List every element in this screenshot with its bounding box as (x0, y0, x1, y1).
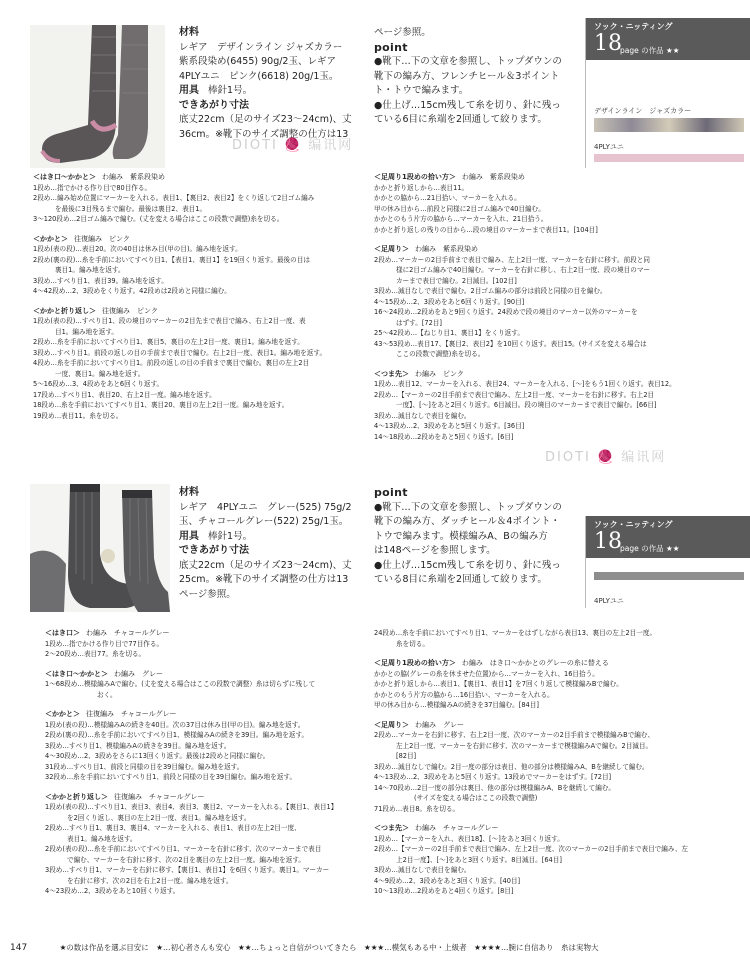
section-cuff-heel (33, 172, 373, 225)
instruction-line: 2段め…編み始め位置にマーカーを入れる。表目1、【裏目2、表目2】をくり返して2目ゴム編み (33, 194, 315, 202)
yarn-label: 4PLYユニ (594, 143, 624, 151)
instruction-line: 左上2目一度、マーカーを右針に移す、次のマーカーまで模様編みAで編む。2目減目。 (396, 741, 653, 750)
yarn-sample (594, 118, 744, 132)
size-line: 底丈22cm（足のサイズ23～24cm)、丈 (179, 559, 352, 571)
reference-box-1 (585, 18, 750, 168)
section-heading: ＜はき口～かかと＞ (45, 669, 108, 678)
section-heading: ＜かかと＞ (45, 710, 80, 718)
materials-line: 玉、チャコールグレー(522) 25g/1玉。 (179, 516, 349, 527)
section-subheading: 往復編み ピンク (102, 306, 158, 315)
reference-header (586, 18, 750, 60)
instructions-left-1 (33, 172, 373, 421)
instruction-line: 4～30段め…2、3段めをさらに13回くり返す。最後は2段めと同様に編む。 (45, 752, 270, 760)
tools-value: 棒針1号。 (208, 530, 253, 542)
point-line: 靴下の編み方、ダッチヒール＆4ポイント・ (374, 516, 560, 527)
tools-label: 用具 (179, 530, 199, 542)
instruction-line: 1段め…指でかける作り目で80目作る。 (33, 183, 152, 192)
section-subheading: わ編み チャコールグレー (415, 824, 499, 832)
section-subheading: わ編み チャコールグレー (86, 629, 170, 637)
point-line: ている6目に糸端を2回通して絞ります。 (374, 114, 547, 125)
point-line: ●靴下…下の文章を参照し、トップダウンの (374, 56, 562, 67)
section-heel (45, 709, 375, 783)
instruction-line: 3～120段め…2目ゴム編みで編む。(丈を変える場合はここの段数で調整)糸を切る。 (33, 215, 284, 223)
sock-photo-1 (30, 25, 165, 168)
instruction-line: 43～53段め…表目17、【裏目2、表目2】を10回くり返す。表目15。(サイズを変える場合は (374, 339, 647, 348)
instruction-line: [82目] (396, 752, 417, 760)
size-line: 25cm。※靴下のサイズ調整の仕方は13 (179, 574, 349, 585)
section-heading: ＜足周り＞ (374, 720, 409, 729)
instruction-line: を2回くり返し、裏目の左上2目一度、表目1。編み地を返す。 (67, 813, 251, 822)
difficulty-legend: ★の数は作品を選ぶ目安に ★…初心者さんも安心 ★★…ちょっと自信がついてきたら ★★★…模気もある中・上級者 ★★★★…腕に自信あり 糸は実物大 (59, 943, 599, 952)
instruction-line: 3段め…すべり目1。前段の返しの目の手前まで表目で編む。右上2目一度、表目1。編み地を返す。 (33, 348, 327, 357)
instruction-line: 14～70段め…2目一度の部分は裏目、他の部分は模様編みA、Bを継続して編む。 (374, 783, 616, 792)
instruction-line: 甲の休み目から…前段と同様に2目ゴム編みで40目編む。 (374, 204, 545, 213)
section-subheading: わ編み はき口～かかとのグレーの糸に替える (461, 659, 609, 667)
instruction-line: かかとの脇から…21目拾い、マーカーを入れる。 (374, 194, 521, 202)
point-title: point (374, 486, 408, 499)
instruction-line: 1～68段め…模様編みAで編む。(丈を変える場合はここの段数で調整）糸は切らずに残して (45, 680, 316, 688)
instruction-line: カーまで表目で編む。2目減目。[102目] (396, 276, 517, 285)
point-pre: ページ参照。 (374, 27, 431, 38)
reference-number: 18 (594, 31, 622, 56)
instruction-line: 1段め(表の段)…表目20。次の40目は休み目(甲の目)。編み地を返す。 (33, 245, 242, 253)
point-line: ている8目に糸端を2回通して絞ります。 (374, 574, 547, 585)
reference-header (586, 516, 750, 558)
instruction-line: 1段め(表の段)…すべり目1、段の境目のマーカーの2目先まで表目で編み、右上2目一度、表 (33, 317, 306, 325)
page-number: 147 (10, 943, 28, 953)
size-title: できあがり寸法 (179, 99, 249, 111)
instruction-line: おく。 (97, 690, 117, 699)
section-foot (374, 720, 704, 815)
instruction-line: 2段め(表の段)…糸を手前においてすべり目1、マーカーを右針に移す、次のマーカーまで表目 (45, 845, 322, 853)
instruction-line: 4～13段め…2、3段めをあと5回くり返す。[36目] (374, 422, 525, 430)
instruction-line: (サイズを変える場合はここの段数で調整) (414, 794, 538, 802)
instruction-line: 5～16段め…3、4段めをあと6回くり返す。 (33, 380, 164, 388)
tools-label: 用具 (179, 85, 199, 96)
instruction-line: 4～13段め…2、3段めをあと5回くり返す。13段めでマーカーをはずす。[72目] (374, 773, 612, 781)
instruction-line: 一度】、[～]をあと2回くり返す。6目減目。段の境目のマーカーまで表目で編む。[66目] (396, 401, 657, 409)
watermark: DIOTI 🧶 编讯网 (545, 450, 667, 465)
section-foot-pickup (374, 658, 704, 711)
instruction-line: かかと折り返しから…表目1、【裏目1、表目1】を7回くり返して模様編みBで編む。 (374, 680, 623, 688)
materials-1 (179, 26, 375, 142)
reference-title: ソック・ニッティング (594, 520, 673, 529)
instruction-line: 71段め…表目8。糸を切る。 (374, 804, 460, 813)
instruction-line: 1段め…指でかける作り目で77目作る。 (45, 639, 164, 648)
instruction-line: 1段め(表の段)…模様編みAの続きを40目。次の37目は休み目(甲の目)。編み地を返す。 (45, 720, 305, 729)
instruction-line: 14～18段め…2段めをあと5回くり返す。[6目] (374, 432, 514, 441)
instruction-line: 2段め…すべり目1、裏目3、裏目4、マーカーを入れる、表目1、表目の左上2目一度、 (45, 824, 301, 832)
size-line: 底丈22cm（足のサイズ23～24cm)、丈 (179, 114, 352, 125)
yarn-label: 4PLYユニ (594, 597, 624, 605)
instruction-line: 2段め(裏の段)…糸を手前においてすべり目1、【表目1、裏目1】を19回くり返す。最後の目は (33, 255, 310, 264)
instruction-line: 3段め…すべり目1、マーカーを右針に移す、【裏目1、表目1】を6回くり返す。裏目1。マーカー (45, 866, 330, 874)
instruction-line: 3段め…減目なしで表目を編む。 (374, 411, 471, 420)
section-heading: ＜かかと折り返し＞ (33, 306, 96, 315)
instruction-line: 2段め…マーカーの2目手前まで表目で編み、左上2目一度、マーカーを右針に移す。前段と同 (374, 255, 650, 264)
instruction-line: 3段め…減目なしで表目を編む。 (374, 866, 471, 874)
instruction-line: 18段め…糸を手前においてすべり目1、裏目20、裏目の左上2目一度。編み地を返す。 (33, 401, 289, 409)
instruction-line: 2段め…マーカーを右針に移す、右上2目一度、次のマーカーの2目手前まで模様編みBで編む、 (374, 731, 655, 739)
instruction-line: 2段め…【マーカーの2目手前まで表目で編み、左上2目一度、次のマーカーの2目手前まで表目で編み、左 (374, 845, 689, 853)
instruction-line: 目1。編み地を返す。 (55, 327, 119, 336)
reference-page-text: page の作品 ★★ (620, 46, 680, 55)
size-line: 36cm。※靴下のサイズ調整の仕方は13 (179, 128, 349, 140)
materials-title: 材料 (179, 487, 199, 498)
instruction-line: 19段め…表目11。糸を切る。 (33, 411, 123, 420)
section-subheading: わ編み 紫系段染め (102, 173, 165, 181)
instruction-line: 24段め…糸を手前においてすべり目1、マーカーをはずしながら表目13、裏目の左上2目一度。 (374, 629, 657, 637)
reference-page-text: page の作品 ★★ (620, 544, 680, 553)
yarn-label: デザインライン ジャズカラー (594, 107, 692, 115)
instructions-right-1 (374, 172, 704, 442)
point-line: ●仕上げ…15cm残して糸を切り、針に残っ (374, 559, 561, 571)
materials-line: レギア 4PLYユニ グレー(525) 75g/2 (179, 501, 352, 513)
instruction-line: 32段め…糸を手前においてすべり目1、前段と同様の目を39目編む。編み地を返す。 (45, 773, 297, 781)
section-heading: ＜足周り1段めの拾い方＞ (374, 173, 456, 181)
instruction-line: 2段め(裏の段)…糸を手前においてすべり目1、模様編みAの続きを39目。編み地を返す。 (45, 731, 309, 739)
section-heading: ＜足周り＞ (374, 245, 409, 253)
section-subheading: わ編み ピンク (415, 369, 464, 378)
instructions-right-2 (374, 628, 704, 897)
size-line: ページ参照。 (179, 588, 236, 600)
instruction-line: 3段め…すべり目1、模様編みAの続きを39目。編み地を返す。 (45, 741, 231, 750)
materials-line: 4PLYユニ ピンク(6618) 20g/1玉。 (179, 70, 339, 82)
instruction-line: 様に2目ゴム編みで40目編む。マーカーを右針に移し、右上2目一度、段の境目のマー (396, 266, 651, 274)
section-foot (374, 244, 704, 360)
section-heading: ＜つま先＞ (374, 369, 409, 378)
instruction-line: かかとのもう片方の脇から…マーカーを入れ、21目拾う。 (374, 215, 548, 223)
tools-line (179, 530, 375, 545)
instruction-line: ここの段数で調整)糸を切る。 (396, 350, 485, 358)
instruction-line: 4段め…糸を手前においてすべり目1。前段の返しの目の手前まで裏目で編む。裏目の左上2目 (33, 359, 310, 367)
section-heading: ＜はき口＞ (45, 629, 80, 637)
instruction-line: 裏目1。編み地を返す。 (55, 266, 125, 274)
reference-box-2 (585, 516, 750, 608)
instruction-line: 2段め…糸を手前においてすべり目1、裏目5、裏目の左上2目一度、裏目1。編み地を返す。 (33, 338, 304, 346)
instruction-line: 4～42段め…2、3段めをくり返す。42段めは2段めと同様に編む。 (33, 287, 231, 295)
section-cuff (45, 628, 375, 660)
instruction-line: 16～24段め…2段めをあと9回くり返す。24段めで段の境目のマーカー以外のマーカーを (374, 308, 638, 316)
instruction-line: かかとの脇(グレーの糸を休ませた位置)から…マーカーを入れ、16目拾う。 (374, 669, 599, 678)
materials-2 (179, 486, 375, 602)
yarn-sample (594, 572, 744, 580)
section-subheading: 往復編み チャコールグレー (114, 792, 205, 801)
instruction-line: 甲の休み目から…模様編みAの続きを37目編む。[84目] (374, 701, 539, 709)
instruction-line: を最後に3目残るまで編む。最後は裏目2、表目1。 (55, 204, 207, 213)
instruction-line: 上2目一度】、[～]をあと3回くり返す。8目減目。[64目] (396, 855, 562, 864)
instruction-line: はずす。[72目] (396, 318, 442, 327)
instruction-line: かかと折り返しの残りの目から…段の境目のマーカーまで表目11。[104目] (374, 225, 598, 234)
point-title: point (374, 40, 408, 54)
section-heel (33, 234, 373, 297)
section-toe (374, 823, 704, 897)
instruction-line: 3段め…減目なしで編む。2目一度の部分は表目、他の部分は模様編みA、Bを継続して編む。 (374, 762, 649, 771)
point-line: トウで編みます。模様編みA、Bの編み方 (374, 530, 548, 542)
instruction-line: 2～20段め…表目77。糸を切る。 (45, 650, 146, 658)
instruction-line: 3段め…減目なしで表目で編む。2目ゴム編みの部分は前段と同様の目を編む。 (374, 287, 607, 295)
section-subheading: 往復編み チャコールグレー (86, 710, 177, 718)
section-heading: ＜かかと折り返し＞ (45, 792, 108, 801)
instruction-line: 1段め…表目12、マーカーを入れる、表目24、マーカーを入れる、[～]をもう1回くり返す。表目12。 (374, 380, 676, 388)
section-heel-turn (33, 306, 373, 422)
point-line: ●仕上げ…15cm残して糸を切り、針に残っ (374, 99, 561, 111)
sock-photo-2 (30, 484, 170, 612)
section-heading: ＜足周り1段めの拾い方＞ (374, 659, 456, 667)
instruction-line: 3段め…すべり目1、表目39。編み地を返す。 (33, 276, 168, 285)
instruction-line: 17段め…すべり目1、表目20、右上2目一度。編み地を返す。 (33, 390, 216, 399)
instruction-line: で編む、マーカーを右針に移す、次の2目を裏目の左上2目一度。編み地を返す。 (67, 855, 305, 864)
instruction-line: 表目1。編み地を返す。 (67, 834, 137, 843)
instructions-left-2 (45, 628, 375, 897)
page-footer (10, 942, 599, 953)
yarn-sample (594, 154, 744, 162)
section-subheading: わ編み グレー (415, 720, 464, 729)
instruction-line: 1段め(表の段)…すべり目1、表目3、表目4、表目3、裏目2、マーカーを入れる。【裏目1、表目1】 (45, 803, 338, 811)
instruction-line: 31段め…すべり目1、前段と同様の目を39目編む。編み地を返す。 (45, 762, 244, 771)
instruction-line: 25～42段め…【ねじり目1、裏目1】をくり返す。 (374, 329, 524, 337)
instruction-line: を右針に移す、次の2目を右上2目一度。編み地を返す。 (67, 876, 233, 885)
instruction-line: 4～23段め…2、3段めをあと10回くり返す。 (45, 887, 180, 895)
section-heel-turn-cont (374, 628, 704, 649)
instruction-line: かかとのもう片方の脇から…16目拾い、マーカーを入れる。 (374, 690, 554, 699)
point-line: 靴下の編み方、フレンチヒール＆3ポイント (374, 70, 560, 82)
reference-title: ソック・ニッティング (594, 22, 673, 31)
instruction-line: 4～15段め…2、3段めをあと6回くり返す。[90目] (374, 297, 525, 306)
instruction-line: 1段め…【マーカーを入れ、表目18】、[～]をあと3回くり返す。 (374, 834, 564, 843)
materials-line: レギア デザインライン ジャズカラー (179, 41, 343, 53)
tools-value: 棒針1号。 (208, 85, 253, 96)
section-subheading: わ編み グレー (114, 669, 163, 678)
point-1 (374, 26, 574, 128)
section-subheading: わ編み 紫系段染め (415, 245, 478, 253)
point-line: ト・トウで編みます。 (374, 85, 469, 96)
point-line: は148ページを参照します。 (374, 545, 496, 556)
point-2 (374, 486, 574, 588)
section-toe (374, 369, 704, 443)
section-subheading: わ編み 紫系段染め (461, 173, 525, 181)
reference-number: 18 (594, 529, 622, 554)
instruction-line: 糸を切る。 (396, 639, 429, 648)
instruction-line: かかと折り返しから…表目11。 (374, 183, 469, 192)
instruction-line: 一度、裏目1。編み地を返す。 (55, 369, 145, 378)
section-foot-pickup (374, 172, 704, 235)
size-title: できあがり寸法 (179, 545, 249, 556)
instruction-line: 10～13段め…2段めをあと4回くり返す。[8目] (374, 887, 514, 895)
instruction-line: 4～9段め…2、3段めをあと3回くり返す。[40目] (374, 876, 521, 885)
watermark: DIOTI 🧶 编讯网 (232, 138, 354, 153)
section-heading: ＜かかと＞ (33, 234, 68, 243)
point-line: ●靴下…下の文章を参照し、トップダウンの (374, 501, 562, 513)
section-cuff-heel (45, 669, 375, 701)
materials-title: 材料 (179, 27, 199, 38)
instruction-line: 2段め…【マーカーの2目手前まで表目で編み、左上2目一度、マーカーを右針に移す。右上2目 (374, 390, 655, 399)
section-heading: ＜はき口～かかと＞ (33, 173, 96, 181)
tools-line (179, 84, 375, 99)
materials-line: 紫系段染め(6455) 90g/2玉、レギア (179, 56, 336, 67)
section-heel-turn (45, 792, 375, 897)
section-heading: ＜つま先＞ (374, 824, 409, 832)
section-subheading: 往復編み ピンク (74, 234, 130, 243)
